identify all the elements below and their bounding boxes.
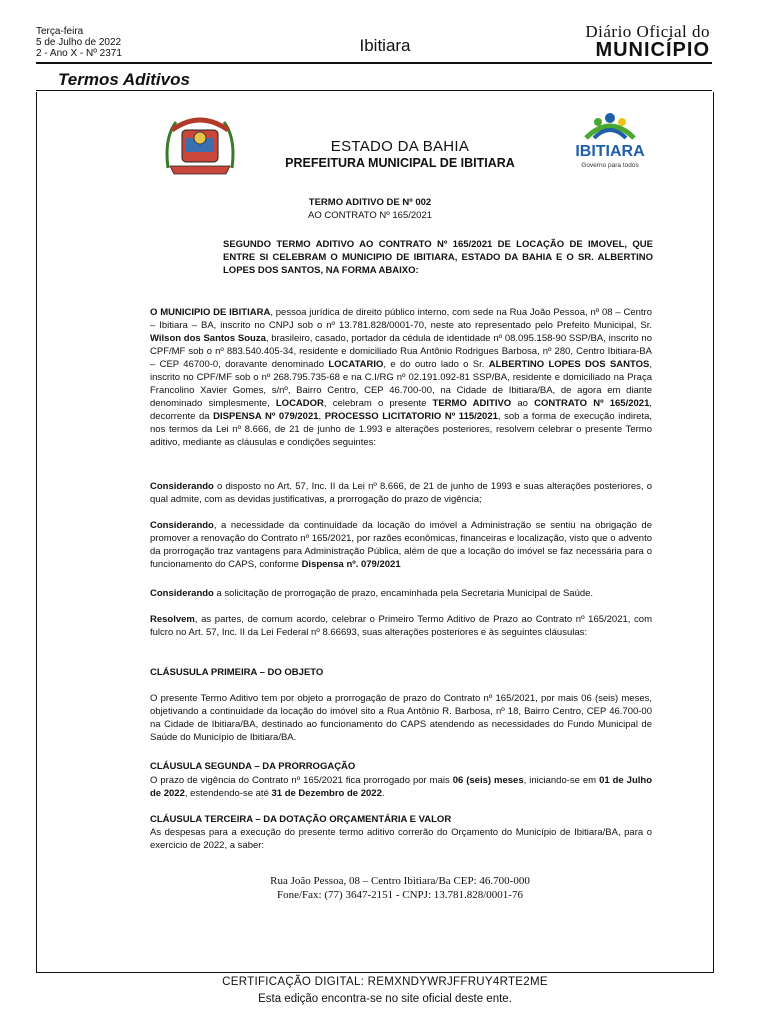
- header-city: Ibitiara: [359, 36, 411, 55]
- paragraph-considerando-2: Considerando, a necessidade da continuidade da locação do imóvel a Administração se sentiu na obrigação de promover a renovação do Contrato nº 165/2021, por razões econômicas, financeiras e localização, visto que o advento da prorrogação traz vantagens para Administração Pública, além de que a locação do imóvel se faz necessária para o funcionamento do CAPS, conforme Dispensa nº. 079/2021: [150, 520, 652, 570]
- termo-ementa: SEGUNDO TERMO ADITIVO AO CONTRATO Nº 165/2021 DE LOCAÇÃO DE IMOVEL, QUE ENTRE SI CELEBRAM O MUNICIPIO DE IBITIARA, ESTADO DA BAHIA E O SR. ALBERTINO LOPES DOS SANTOS, NA FORMA ABAIXO:: [223, 239, 653, 276]
- clause-1-text: O presente Termo Aditivo tem por objeto a prorrogação de prazo do Contrato nº 165/2021, por mais 06 (seis) meses, objetivando a continuidade da locação do imóvel sito a Rua Antônio R. Barbosa, nº 18, Bairro Centro, CEP 46.700-00 na Cidade de Ibitiara/BA, destinado ao funcionamento do CAPS atendendo as necessidades do Fundo Municipal de Saúde do Município de Ibitiara/BA.: [150, 693, 652, 743]
- masthead-top: Diário Oficial do: [585, 22, 710, 41]
- ibitiara-logo-name: IBITIARA: [575, 143, 645, 160]
- ibitiara-logo-slogan: Governo para todos: [581, 162, 639, 169]
- paragraph-considerando-1: Considerando o disposto no Art. 57, Inc. II da Lei nº 8.666, de 21 de junho de 1993 e suas alterações posteriores, o qual admite, com as devidas justificativas, a prorrogação do prazo de vigência;: [150, 481, 652, 505]
- digital-certification: CERTIFICAÇÃO DIGITAL: REMXNDYWRJFFRUY4RTE2ME: [222, 976, 548, 988]
- termo-title: TERMO ADITIVO DE Nº 002: [308, 197, 432, 208]
- clause-2-text: O prazo de vigência do Contrato nº 165/2021 fica prorrogado por mais 06 (seis) meses, iniciando-se em 01 de Julho de 2022, estendendo-se até 31 de Dezembro de 2022.: [150, 775, 652, 799]
- header-rule: [36, 62, 712, 64]
- org-state: ESTADO DA BAHIA: [330, 138, 470, 155]
- footer-note: Esta edição encontra-se no site oficial deste ente.: [258, 993, 512, 1005]
- section-title: Termos Aditivos: [58, 70, 190, 89]
- edition-day: Terça-feira: [36, 26, 84, 37]
- org-prefeitura: PREFEITURA MUNICIPAL DE IBITIARA: [285, 156, 515, 170]
- masthead-bottom: MUNICÍPIO: [595, 39, 710, 61]
- masthead-logo: [585, 22, 710, 62]
- clause-2-title: CLÁUSULA SEGUNDA – DA PRORROGAÇÃO: [150, 761, 356, 772]
- address-line-2: Fone/Fax: (77) 3647-2151 - CNPJ: 13.781.828/0001-76: [277, 889, 523, 901]
- clause-1-title: CLÁSUSULA PRIMEIRA – DO OBJETO: [150, 667, 324, 678]
- termo-subtitle: AO CONTRATO Nº 165/2021: [307, 210, 433, 221]
- address-line-1: Rua João Pessoa, 08 – Centro Ibitiara/Ba CEP: 46.700-000: [270, 875, 530, 887]
- clause-3-title: CLÁUSULA TERCEIRA – DA DOTAÇÃO ORÇAMENTÁRIA E VALOR: [150, 814, 452, 825]
- edition-date: 5 de Julho de 2022: [36, 37, 122, 48]
- section-rule: [36, 90, 712, 91]
- paragraph-considerando-3: Considerando a solicitação de prorrogação de prazo, encaminhada pela Secretaria Municipal de Saúde.: [150, 588, 594, 599]
- edition-number: 2 - Ano X - Nº 2371: [36, 48, 122, 59]
- clause-3-text: As despesas para a execução do presente termo aditivo correrão do Orçamento do Município de Ibitiara/BA, para o exercicio de 2022, a saber:: [150, 827, 652, 851]
- paragraph-resolvem: Resolvem, as partes, de comum acordo, celebrar o Primeiro Termo Aditivo de Prazo ao Contrato nº 165/2021, com fulcro no Art. 57, Inc. II da Lei Federal nº 8.66693, suas alterações posteriores e às seguintes cláusulas:: [150, 614, 652, 638]
- paragraph-parties: O MUNICIPIO DE IBITIARA, pessoa jurídica de direito público interno, com sede na Rua João Pessoa, nº 08 – Centro – Ibitiara – BA, inscrito no CNPJ sob o nº 13.781.828/0001-70, neste ato representado pelo Prefeito Municipal, Sr. Wilson dos Santos Souza, brasileiro, casado, portador da cédula de identidade nº 08.095.158-90 SSP/BA, inscrito no CPF/MF sob o nº 883.540.405-34, residente e domiciliado Rua Antônio Rodrigues Barbosa, nº 280, Centro Ibitiara-BA – CEP 46700-0, doravante denominado LOCATARIO, e do outro lado o Sr. ALBERTINO LOPES DOS SANTOS, inscrito no CPF/MF sob o nº 268.795.735-68 e na C.I/RG nº 02.191.092-81 SSP/BA, residente e domiciliado na Praça Francolino Xavier Gomes, s/nº, Bairro Centro, CEP 46.700-00, na Cidade de Ibitiara/BA, de agora em diante denominado simplesmente, LOCADOR, celebram o presente TERMO ADITIVO ao CONTRATO Nº 165/2021, decorrente da DISPENSA Nº 079/2021, PROCESSO LICITATORIO Nº 115/2021, sob a forma de execução indireta, nos termos da Lei nº 8.666, de 21 de junho de 1.993 e alterações posteriores, resolvem celebrar o presente Termo aditivo, mediante as cláusulas e condições seguintes:: [150, 307, 653, 448]
